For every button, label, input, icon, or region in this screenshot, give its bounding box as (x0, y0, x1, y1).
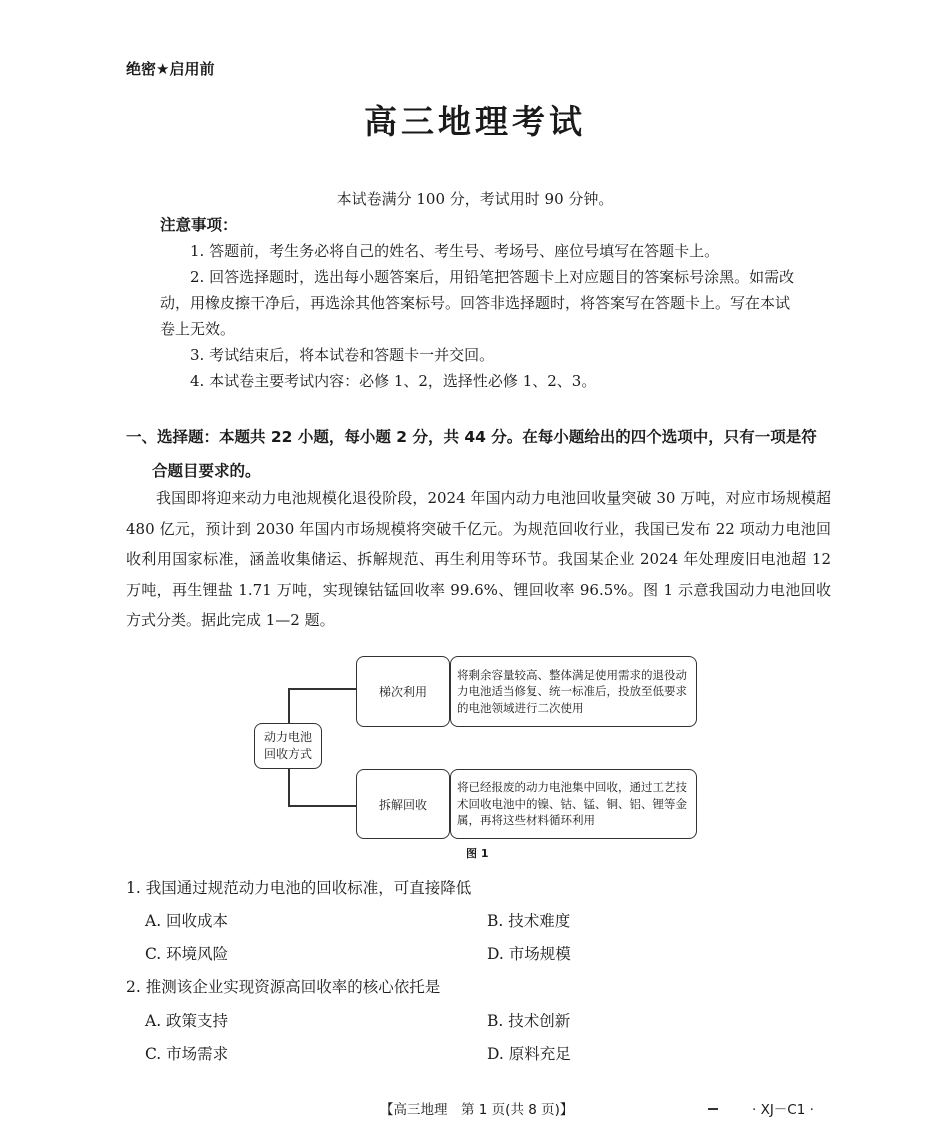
branch-desc-cascade-use (450, 656, 697, 727)
notice-item: 3. 考试结束后，将本试卷和答题卡一并交回。 (190, 346, 495, 364)
connector-vertical-top (288, 688, 290, 723)
notice-heading: 注意事项： (160, 216, 238, 234)
option: A. 回收成本 (145, 912, 229, 930)
connector-horizontal-top (288, 688, 356, 690)
section-heading-line2: 合题目要求的。 (152, 462, 261, 480)
option: D. 市场规模 (487, 945, 571, 963)
option: B. 技术难度 (487, 912, 571, 930)
notice-item: 1. 答题前，考生务必将自己的姓名、考生号、考场号、座位号填写在答题卡上。 (190, 242, 720, 260)
root-node (254, 723, 322, 769)
exam-subtitle: 本试卷满分 100 分，考试用时 90 分钟。 (336, 190, 614, 208)
branch-desc-text: 将剩余容量较高、整体满足使用需求的退役动力电池适当修复、统一标准后，投放至低要求的电池领域进行二次使用 (457, 667, 687, 715)
section-heading-line1: 一、选择题：本题共 22 小题，每小题 2 分，共 44 分。在每小题给出的四个选项中，只有一项是符 (126, 428, 817, 446)
option: C. 市场需求 (145, 1045, 229, 1063)
material-passage: 我国即将迎来动力电池规模化退役阶段，2024 年国内动力电池回收量突破 30 万吨，对应市场规模超 480 亿元，预计到 2030 年国内市场规模将突破千亿元。为规范回收行业，我国已发布 22 项动力电池回收利用国家标准，涵盖收集储运、拆解规范、再生利用等环节。我国某企业 2024 年处理废旧电池超 12 万吨，再生锂盐 1.71 万吨，实现镍钴锰回收率 99.6%、锂回收率 96.5%。图 1 示意我国动力电池回收方式分类。据此完成 1—2 题。 (126, 489, 831, 629)
connector-horizontal-bottom (288, 805, 356, 807)
notice-list (160, 238, 796, 394)
root-node-line2: 回收方式 (263, 747, 312, 761)
branch-label: 拆解回收 (378, 797, 427, 812)
branch-desc-text: 将已经报废的动力电池集中回收，通过工艺技术回收电池中的镍、钴、锰、铜、铝、锂等金属，再将这些材料循环利用 (457, 780, 687, 828)
exam-title: 高三地理考试 (364, 102, 586, 141)
page-footer: 【高三地理 第 1 页(共 8 页)】 (380, 1102, 574, 1118)
option: D. 原料充足 (487, 1045, 571, 1063)
footer-code: · XJ－C1 · (752, 1102, 814, 1118)
connector-vertical-bottom (288, 769, 290, 806)
branch-node-dismantle-recycle (356, 769, 450, 839)
branch-node-cascade-use (356, 656, 450, 727)
branch-desc-dismantle-recycle (450, 769, 697, 839)
option: B. 技术创新 (487, 1012, 571, 1030)
notice-item: 4. 本试卷主要考试内容：必修 1、2，选择性必修 1、2、3。 (190, 372, 597, 390)
section-heading (126, 420, 831, 488)
option: A. 政策支持 (145, 1012, 229, 1030)
root-node-line1: 动力电池 (263, 730, 312, 744)
question-stem: 2. 推测该企业实现资源高回收率的核心依托是 (126, 978, 441, 996)
branch-label: 梯次利用 (378, 685, 427, 699)
option: C. 环境风险 (145, 945, 229, 963)
question-stem: 1. 我国通过规范动力电池的回收标准，可直接降低 (126, 879, 472, 897)
figure-caption: 图 1 (466, 847, 489, 860)
confidential-label: 绝密★启用前 (126, 60, 215, 78)
notice-item: 2. 回答选择题时，选出每小题答案后，用铅笔把答题卡上对应题目的答案标号涂黑。如需改动，用橡皮擦干净后，再选涂其他答案标号。回答非选择题时，将答案写在答题卡上。写在本试卷上无效。 (160, 268, 795, 338)
footer-dash (708, 1108, 718, 1110)
